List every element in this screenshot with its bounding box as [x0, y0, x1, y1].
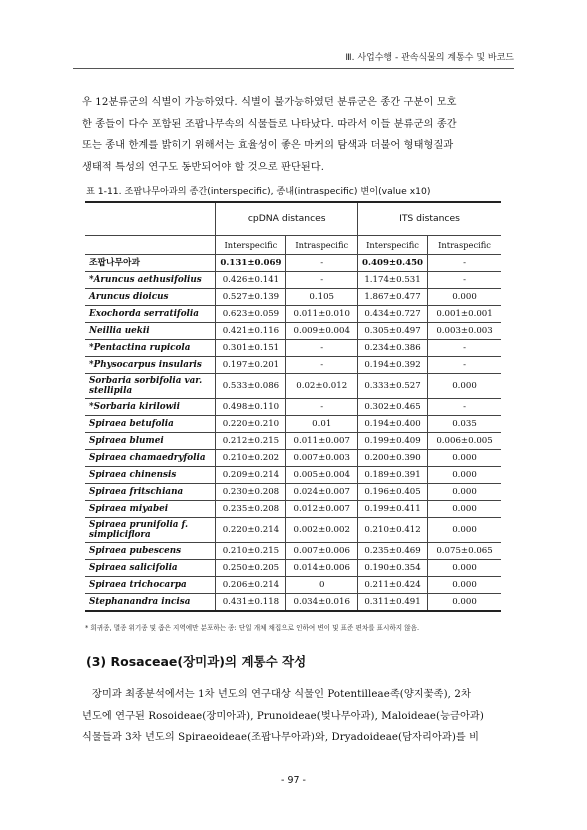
value-cell: 0.000 — [428, 518, 501, 543]
species-name-cell: Sorbaria sorbifolia var. stellipila — [85, 374, 216, 399]
value-cell: 0.199±0.409 — [358, 433, 428, 450]
value-cell: - — [428, 357, 501, 374]
value-cell: 0.623±0.059 — [216, 306, 286, 323]
value-cell: 0.434±0.727 — [358, 306, 428, 323]
value-cell: 0.011±0.010 — [286, 306, 358, 323]
text-line: 또는 종내 한계를 밝히기 위해서는 효율성이 좋은 마커의 탐색과 더불어 형태형질과 — [82, 140, 454, 151]
value-cell: 0.302±0.465 — [358, 399, 428, 416]
value-cell: 0.001±0.001 — [428, 306, 501, 323]
table-row — [85, 467, 501, 484]
value-cell: 0.024±0.007 — [286, 484, 358, 501]
value-cell: - — [286, 357, 358, 374]
value-cell: 0.210±0.202 — [216, 450, 286, 467]
table-row — [85, 272, 501, 289]
species-name-cell: Aruncus dioicus — [85, 289, 216, 306]
text-line: 년도에 연구된 Rosoideae(장미아과), Prunoideae(벚나무아과), Maloideae(능금아과) — [82, 710, 484, 722]
table-caption: 표 1-11. 조팝나무아과의 종간(interspecific), 종내(intraspecific) 변이(value x10) — [86, 186, 431, 197]
text-line: 장미과 최종분석에서는 1차 년도의 연구대상 식물인 Potentilleae족(양지꽃족), 2차 — [92, 689, 471, 700]
value-cell: 0.007±0.003 — [286, 450, 358, 467]
variation-table — [85, 201, 501, 612]
species-name-cell: *Pentactina rupicola — [85, 340, 216, 357]
value-cell: 0.235±0.208 — [216, 501, 286, 518]
value-cell: 0.301±0.151 — [216, 340, 286, 357]
species-name-cell: Spiraea trichocarpa — [85, 577, 216, 594]
value-cell: 0.210±0.412 — [358, 518, 428, 543]
value-cell: - — [428, 399, 501, 416]
value-cell: 0.000 — [428, 467, 501, 484]
species-name-cell: Spiraea fritschiana — [85, 484, 216, 501]
species-name-cell: Spiraea betufolia — [85, 416, 216, 433]
value-cell: 0.212±0.215 — [216, 433, 286, 450]
table-row — [85, 357, 501, 374]
value-cell: 0.305±0.497 — [358, 323, 428, 340]
sub-header: Intraspecific — [286, 236, 358, 255]
table-row — [85, 340, 501, 357]
value-cell: - — [428, 272, 501, 289]
species-name-cell: Spiraea blumei — [85, 433, 216, 450]
value-cell: 1.867±0.477 — [358, 289, 428, 306]
value-cell: 0.234±0.386 — [358, 340, 428, 357]
corner-cell — [85, 202, 216, 236]
species-name-cell: Spiraea prunifolia f. simpliciflora — [85, 518, 216, 543]
value-cell: 0.02±0.012 — [286, 374, 358, 399]
value-cell: 0 — [286, 577, 358, 594]
table-row — [85, 450, 501, 467]
sub-header: Interspecific — [358, 236, 428, 255]
species-name-cell: Spiraea miyabei — [85, 501, 216, 518]
corner-cell — [85, 236, 216, 255]
text-line: 한 종들이 다수 포함된 조팝나무속의 식물들로 나타났다. 따라서 이들 분류군의 종간 — [82, 118, 457, 130]
group-header-its: ITS distances — [358, 202, 501, 236]
table-body — [85, 255, 501, 612]
value-cell: 0.190±0.354 — [358, 560, 428, 577]
value-cell: 0.000 — [428, 594, 501, 612]
table-row — [85, 518, 501, 543]
value-cell: 0.011±0.007 — [286, 433, 358, 450]
value-cell: 0.035 — [428, 416, 501, 433]
species-name-cell: Exochorda serratifolia — [85, 306, 216, 323]
running-header: Ⅲ. 사업수행 - 관속식물의 계통수 및 바코드 — [73, 50, 514, 69]
table-row — [85, 560, 501, 577]
value-cell: 0.206±0.214 — [216, 577, 286, 594]
species-name-cell: Stephanandra incisa — [85, 594, 216, 612]
table-row — [85, 484, 501, 501]
value-cell: 0.196±0.405 — [358, 484, 428, 501]
table-row — [85, 416, 501, 433]
value-cell: 0.197±0.201 — [216, 357, 286, 374]
text-line: 우 12분류군의 식별이 가능하였다. 식별이 불가능하였던 분류군은 종간 구분이 모호 — [82, 97, 457, 108]
value-cell: 0.006±0.005 — [428, 433, 501, 450]
value-cell: 0.000 — [428, 501, 501, 518]
value-cell: 0.005±0.004 — [286, 467, 358, 484]
value-cell: 0.431±0.118 — [216, 594, 286, 612]
value-cell: 0.189±0.391 — [358, 467, 428, 484]
value-cell: 0.000 — [428, 577, 501, 594]
sub-header: Intraspecific — [428, 236, 501, 255]
species-name-cell: 조팝나무아과 — [85, 255, 216, 272]
value-cell: - — [286, 340, 358, 357]
section-paragraph — [82, 684, 507, 749]
table-row — [85, 577, 501, 594]
table-row — [85, 306, 501, 323]
value-cell: 0.000 — [428, 450, 501, 467]
value-cell: 0.498±0.110 — [216, 399, 286, 416]
value-cell: - — [428, 340, 501, 357]
value-cell: 0.527±0.139 — [216, 289, 286, 306]
table-footnote: * 희귀종, 멸종 위기종 및 좁은 지역에만 분포하는 종: 단일 개체 채집으로 인하여 변이 및 표준 편차를 표시하지 않음. — [85, 624, 420, 632]
value-cell: 0.007±0.006 — [286, 543, 358, 560]
species-name-cell: Neillia uekii — [85, 323, 216, 340]
table-row — [85, 399, 501, 416]
sub-header: Interspecific — [216, 236, 286, 255]
value-cell: 0.199±0.411 — [358, 501, 428, 518]
group-header-cpdna: cpDNA distances — [216, 202, 358, 236]
species-name-cell: Spiraea salicifolia — [85, 560, 216, 577]
value-cell: 0.209±0.214 — [216, 467, 286, 484]
value-cell: - — [286, 272, 358, 289]
value-cell: 0.311±0.491 — [358, 594, 428, 612]
value-cell: 0.000 — [428, 289, 501, 306]
species-name-cell: *Physocarpus insularis — [85, 357, 216, 374]
value-cell: 0.034±0.016 — [286, 594, 358, 612]
value-cell: 0.01 — [286, 416, 358, 433]
value-cell: - — [286, 255, 358, 272]
value-cell: 0.000 — [428, 374, 501, 399]
table-row — [85, 433, 501, 450]
value-cell: 0.230±0.208 — [216, 484, 286, 501]
value-cell: 0.131±0.069 — [216, 255, 286, 272]
value-cell: 0.333±0.527 — [358, 374, 428, 399]
value-cell: 0.000 — [428, 560, 501, 577]
value-cell: 0.003±0.003 — [428, 323, 501, 340]
value-cell: 0.250±0.205 — [216, 560, 286, 577]
value-cell: 0.105 — [286, 289, 358, 306]
value-cell: 0.200±0.390 — [358, 450, 428, 467]
value-cell: 0.533±0.086 — [216, 374, 286, 399]
value-cell: 0.220±0.210 — [216, 416, 286, 433]
value-cell: 0.211±0.424 — [358, 577, 428, 594]
text-line: 식물들과 3차 년도의 Spiraeoideae(조팝나무아과)와, Dryadoideae(담자리아과)를 비 — [82, 732, 480, 743]
value-cell: - — [428, 255, 501, 272]
value-cell: 0.409±0.450 — [358, 255, 428, 272]
value-cell: 0.235±0.469 — [358, 543, 428, 560]
species-name-cell: Spiraea pubescens — [85, 543, 216, 560]
value-cell: 0.421±0.116 — [216, 323, 286, 340]
species-name-cell: *Sorbaria kirilowii — [85, 399, 216, 416]
value-cell: 0.426±0.141 — [216, 272, 286, 289]
table-row — [85, 323, 501, 340]
value-cell: 0.009±0.004 — [286, 323, 358, 340]
table-row — [85, 255, 501, 272]
page-number: - 97 - — [281, 775, 306, 786]
text-line: 생태적 특성의 연구도 동반되어야 할 것으로 판단된다. — [82, 161, 325, 173]
table-row — [85, 594, 501, 612]
value-cell: - — [286, 399, 358, 416]
value-cell: 0.002±0.002 — [286, 518, 358, 543]
value-cell: 0.220±0.214 — [216, 518, 286, 543]
table-row — [85, 289, 501, 306]
value-cell: 0.000 — [428, 484, 501, 501]
value-cell: 0.194±0.400 — [358, 416, 428, 433]
species-name-cell: *Aruncus aethusifolius — [85, 272, 216, 289]
value-cell: 0.075±0.065 — [428, 543, 501, 560]
table-row — [85, 543, 501, 560]
section-heading: (3) Rosaceae(장미과)의 계통수 작성 — [86, 654, 307, 669]
value-cell: 0.014±0.006 — [286, 560, 358, 577]
value-cell: 0.012±0.007 — [286, 501, 358, 518]
value-cell: 0.210±0.215 — [216, 543, 286, 560]
table-row — [85, 501, 501, 518]
intro-paragraph — [82, 92, 507, 178]
value-cell: 1.174±0.531 — [358, 272, 428, 289]
species-name-cell: Spiraea chinensis — [85, 467, 216, 484]
table-row — [85, 374, 501, 399]
value-cell: 0.194±0.392 — [358, 357, 428, 374]
species-name-cell: Spiraea chamaedryfolia — [85, 450, 216, 467]
